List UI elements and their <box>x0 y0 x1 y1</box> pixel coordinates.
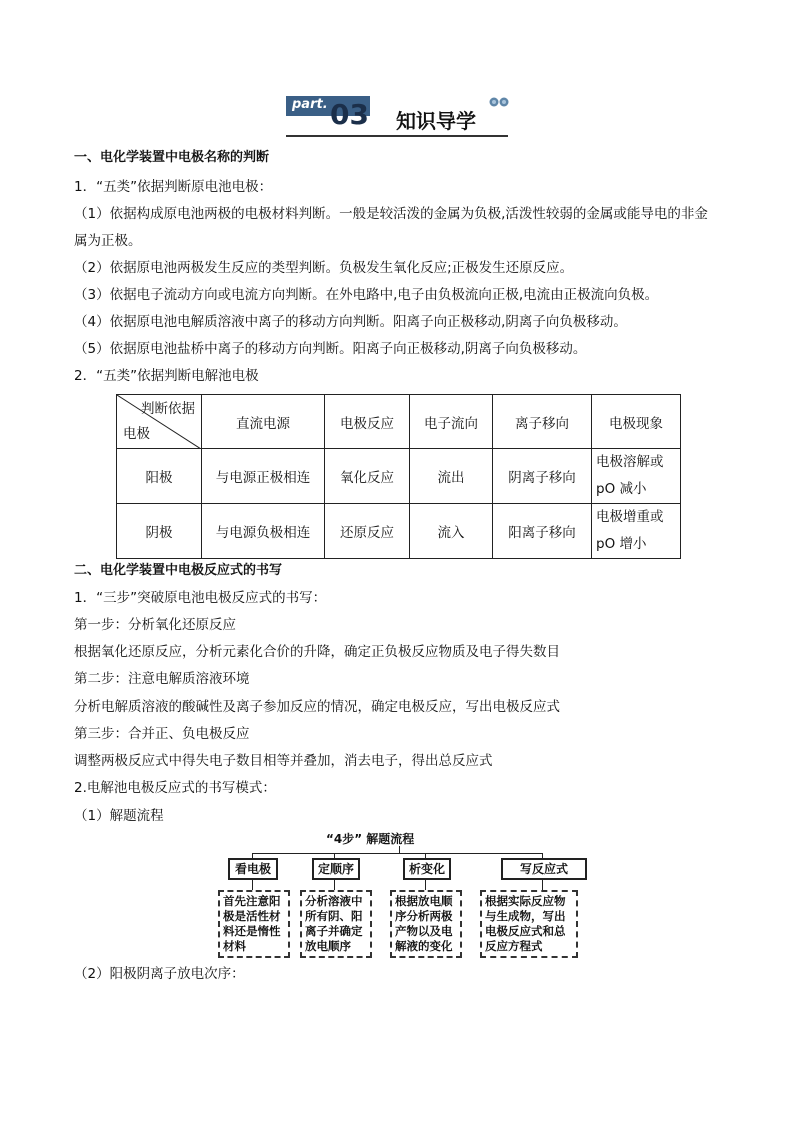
section1-line: 属为正极。 <box>74 233 142 249</box>
table-header-cell: 电子流向 <box>410 395 493 449</box>
flow-title: “4步” 解题流程 <box>326 832 415 846</box>
corner-top-label: 判断依据 <box>141 401 195 417</box>
section2-line: 分析电解质溶液的酸碱性及离子参加反应的情况，确定电极反应，写出电极反应式 <box>74 699 560 715</box>
section1-item1-heading: 1．“五类”依据判断原电池电极： <box>74 179 273 195</box>
phenomenon-line: pO 增小 <box>596 536 647 552</box>
electrolysis-electrode-table <box>116 394 681 559</box>
table-cell: 阴离子移向 <box>493 449 592 504</box>
flow-step-box: 析变化 <box>403 858 451 880</box>
connector-line <box>252 878 253 890</box>
connector-line <box>334 878 335 890</box>
page-title: 知识导学 <box>396 109 476 133</box>
corner-bottom-label: 电极 <box>123 426 150 442</box>
table-header-cell: 电极现象 <box>592 395 681 449</box>
part-number: 03 <box>330 98 369 131</box>
section1-line: （1）依据构成原电池两极的电极材料判断。一般是较活泼的金属为负极,活泼性较弱的金属或能导电的非金 <box>74 206 708 222</box>
table-cell: 阴极 <box>117 504 202 559</box>
section2-line: 调整两极反应式中得失电子数目相等并叠加，消去电子，得出总反应式 <box>74 753 493 769</box>
phenomenon-line: 电极增重或 <box>596 509 664 525</box>
section2-last-line: （2）阳极阴离子放电次序： <box>74 966 245 982</box>
connector-line <box>425 878 426 890</box>
table-header-cell: 电极反应 <box>325 395 410 449</box>
flow-description-box: 首先注意阳极是活性材料还是惰性材料 <box>218 890 290 958</box>
flow-step-box: 看电极 <box>228 858 278 880</box>
table-row <box>117 504 681 559</box>
flow-description-box: 根据实际反应物与生成物，写出电极反应式和总反应方程式 <box>480 890 578 958</box>
section1-item2-heading: 2．“五类”依据判断电解池电极 <box>74 368 259 384</box>
table-cell <box>592 449 681 504</box>
section2-line: 2.电解池电极反应式的书写模式： <box>74 780 276 796</box>
part-label: part. <box>292 97 328 112</box>
section2-heading: 二、电化学装置中电极反应式的书写 <box>74 563 283 578</box>
table-cell: 阳离子移向 <box>493 504 592 559</box>
phenomenon-line: pO 减小 <box>596 481 647 497</box>
table-cell: 与电源正极相连 <box>202 449 325 504</box>
section2-line: （1）解题流程 <box>74 808 164 824</box>
section2-line: 第三步：合并正、负电极反应 <box>74 726 250 742</box>
table-cell: 阳极 <box>117 449 202 504</box>
table-cell <box>592 504 681 559</box>
flow-diagram <box>218 830 578 960</box>
table-header-cell: 直流电源 <box>202 395 325 449</box>
table-header-row <box>117 395 681 449</box>
table-cell: 氧化反应 <box>325 449 410 504</box>
section1-line: （3）依据电子流动方向或电流方向判断。在外电路中,电子由负极流向正极,电流由正极流向负极。 <box>74 287 659 303</box>
table-cell: 流出 <box>410 449 493 504</box>
table-header-cell: 离子移向 <box>493 395 592 449</box>
table-cell: 与电源负极相连 <box>202 504 325 559</box>
banner-underline <box>286 135 508 137</box>
section2-line: 第一步：分析氧化还原反应 <box>74 617 236 633</box>
table-cell: 还原反应 <box>325 504 410 559</box>
table-cell: 流入 <box>410 504 493 559</box>
section1-line: （4）依据原电池电解质溶液中离子的移动方向判断。阳离子向正极移动,阴离子向负极移动。 <box>74 314 627 330</box>
decorative-dots-icon <box>488 96 510 108</box>
flow-description-box: 分析溶液中所有阴、阳离子并确定放电顺序 <box>300 890 372 958</box>
flow-step-box: 定顺序 <box>312 858 360 880</box>
section1-line: （2）依据原电池两极发生反应的类型判断。负极发生氧化反应;正极发生还原反应。 <box>74 260 574 276</box>
connector-line <box>542 878 543 890</box>
section2-line: 1．“三步”突破原电池电极反应式的书写： <box>74 590 327 606</box>
section-banner <box>286 96 510 138</box>
connector-line <box>399 846 400 853</box>
section2-line: 根据氧化还原反应，分析元素化合价的升降，确定正负极反应物质及电子得失数目 <box>74 644 560 660</box>
table-row <box>117 449 681 504</box>
section1-heading: 一、电化学装置中电极名称的判断 <box>74 150 270 165</box>
section2-line: 第二步：注意电解质溶液环境 <box>74 671 250 687</box>
section1-line: （5）依据原电池盐桥中离子的移动方向判断。阳离子向正极移动,阴离子向负极移动。 <box>74 341 587 357</box>
table-corner-cell <box>117 395 202 449</box>
flow-step-box: 写反应式 <box>501 858 587 880</box>
flow-description-box: 根据放电顺序分析两极产物以及电解液的变化 <box>390 890 462 958</box>
phenomenon-line: 电极溶解或 <box>596 454 664 470</box>
connector-line <box>252 853 542 854</box>
